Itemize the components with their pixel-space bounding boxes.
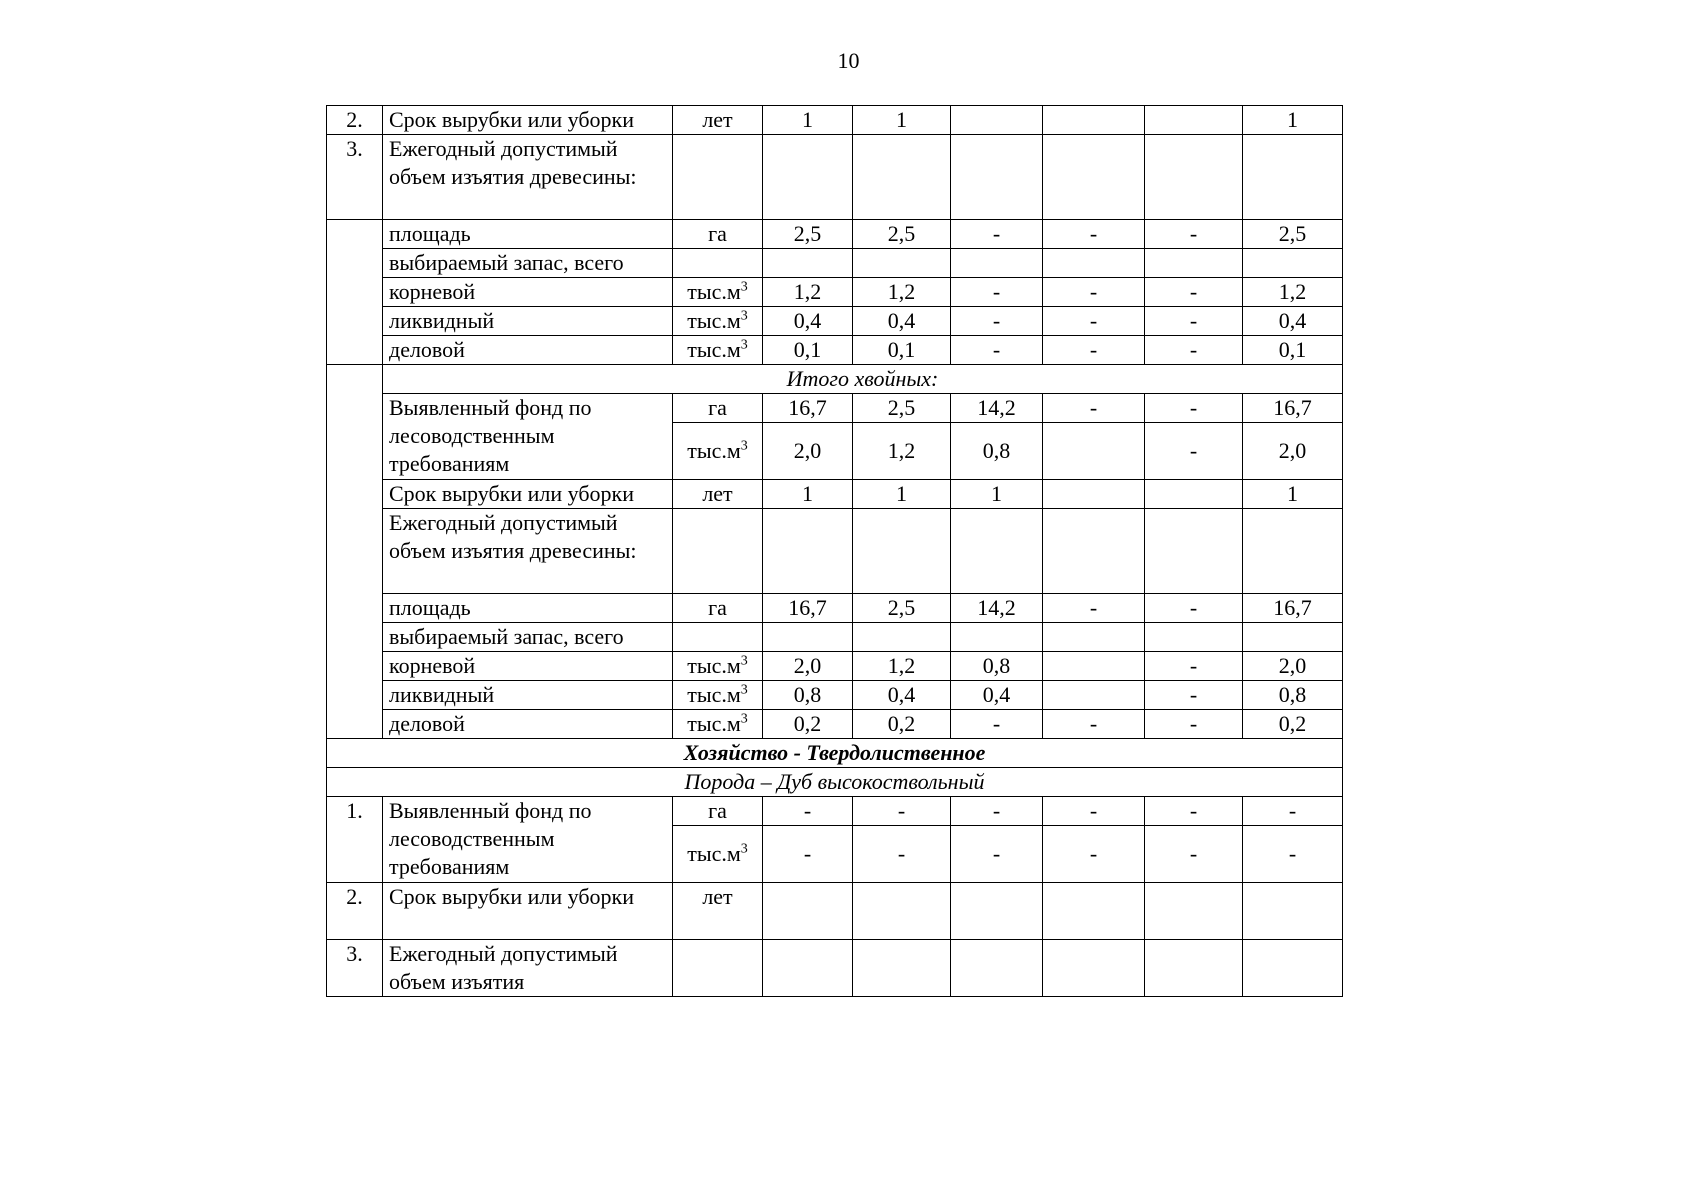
value-cell: 1 <box>951 480 1043 509</box>
unit-cell <box>673 940 763 997</box>
value-cell <box>1145 480 1243 509</box>
value-cell <box>1145 509 1243 594</box>
value-cell <box>951 135 1043 220</box>
species-header: Порода – Дуб высокоствольный <box>327 768 1343 797</box>
value-cell <box>1243 509 1343 594</box>
section-header: Хозяйство - Твердолиственное <box>327 739 1343 768</box>
value-cell: 2,5 <box>853 220 951 249</box>
unit-cell <box>673 509 763 594</box>
row-label: ликвидный <box>383 681 673 710</box>
value-cell: 2,0 <box>763 652 853 681</box>
value-cell: - <box>1145 423 1243 480</box>
row-label: Ежегодный допустимый объем изъятия <box>383 940 673 997</box>
value-cell: - <box>1145 307 1243 336</box>
table-row <box>327 940 1343 997</box>
value-cell: - <box>1145 220 1243 249</box>
value-cell: 1 <box>853 480 951 509</box>
table-row <box>327 220 1343 249</box>
row-number <box>327 220 383 365</box>
unit-cell: лет <box>673 106 763 135</box>
value-cell <box>1043 883 1145 940</box>
section-row <box>327 739 1343 768</box>
table-row <box>327 623 1343 652</box>
value-cell <box>763 509 853 594</box>
value-cell <box>853 623 951 652</box>
unit-cell: $тыс.м^3$ <box>673 423 763 480</box>
unit-superscript: 3 <box>740 653 748 669</box>
value-cell <box>1145 883 1243 940</box>
value-cell: 1 <box>853 106 951 135</box>
table-row <box>327 594 1343 623</box>
value-cell: - <box>951 797 1043 826</box>
value-cell: 0,8 <box>763 681 853 710</box>
value-cell <box>951 623 1043 652</box>
value-cell: 0,1 <box>763 336 853 365</box>
table-row <box>327 135 1343 220</box>
table-row <box>327 278 1343 307</box>
value-cell <box>1043 249 1145 278</box>
value-cell: - <box>1043 594 1145 623</box>
value-cell: 2,5 <box>853 594 951 623</box>
value-cell: 2,5 <box>1243 220 1343 249</box>
row-label: Ежегодный допустимый объем изъятия древесины: <box>383 509 673 594</box>
row-label: деловой <box>383 336 673 365</box>
value-cell: 1,2 <box>853 278 951 307</box>
value-cell: - <box>951 278 1043 307</box>
value-cell <box>1243 883 1343 940</box>
section-row <box>327 365 1343 394</box>
row-label: выбираемый запас, всего <box>383 249 673 278</box>
value-cell: 2,0 <box>1243 652 1343 681</box>
table-row <box>327 307 1343 336</box>
value-cell <box>951 106 1043 135</box>
value-cell: - <box>951 307 1043 336</box>
value-cell: - <box>1145 797 1243 826</box>
value-cell: - <box>1043 278 1145 307</box>
value-cell <box>1043 135 1145 220</box>
page-number: 10 <box>837 48 860 73</box>
value-cell <box>951 249 1043 278</box>
table-row <box>327 710 1343 739</box>
value-cell: 1,2 <box>853 423 951 480</box>
value-cell: 1 <box>763 480 853 509</box>
value-cell <box>853 940 951 997</box>
value-cell <box>853 509 951 594</box>
value-cell <box>763 623 853 652</box>
document-table-wrapper <box>326 105 1343 997</box>
table-row <box>327 652 1343 681</box>
table-row <box>327 681 1343 710</box>
value-cell: 1 <box>1243 480 1343 509</box>
value-cell: 0,1 <box>1243 336 1343 365</box>
forest-table <box>326 105 1343 997</box>
unit-cell: $тыс.м^3$ <box>673 336 763 365</box>
value-cell <box>763 940 853 997</box>
unit-cell: га <box>673 220 763 249</box>
row-label: площадь <box>383 220 673 249</box>
row-label: Срок вырубки или уборки <box>383 883 673 940</box>
value-cell: 14,2 <box>951 394 1043 423</box>
unit-cell: $тыс.м^3$ <box>673 278 763 307</box>
row-label: площадь <box>383 594 673 623</box>
unit-superscript: 3 <box>740 841 748 857</box>
value-cell <box>951 883 1043 940</box>
value-cell: - <box>951 220 1043 249</box>
value-cell: - <box>1145 826 1243 883</box>
value-cell: 2,0 <box>763 423 853 480</box>
value-cell: - <box>951 336 1043 365</box>
value-cell <box>1043 106 1145 135</box>
row-label: Ежегодный допустимый объем изъятия древесины: <box>383 135 673 220</box>
unit-superscript: 3 <box>740 682 748 698</box>
value-cell: 0,8 <box>951 423 1043 480</box>
value-cell <box>1043 940 1145 997</box>
row-number: 3. <box>327 940 383 997</box>
value-cell: 2,5 <box>763 220 853 249</box>
value-cell: - <box>1043 710 1145 739</box>
value-cell: - <box>1145 652 1243 681</box>
total-header: Итого хвойных: <box>383 365 1343 394</box>
unit-cell: лет <box>673 883 763 940</box>
row-label: деловой <box>383 710 673 739</box>
value-cell: 2,0 <box>1243 423 1343 480</box>
value-cell: - <box>951 826 1043 883</box>
table-row <box>327 106 1343 135</box>
value-cell <box>1043 509 1145 594</box>
value-cell <box>763 249 853 278</box>
value-cell: 1,2 <box>1243 278 1343 307</box>
value-cell <box>853 135 951 220</box>
value-cell <box>1243 135 1343 220</box>
unit-cell: лет <box>673 480 763 509</box>
table-row <box>327 336 1343 365</box>
value-cell <box>1145 249 1243 278</box>
value-cell: - <box>1145 278 1243 307</box>
value-cell: - <box>853 797 951 826</box>
value-cell <box>1043 623 1145 652</box>
value-cell: - <box>1145 710 1243 739</box>
unit-superscript: 3 <box>740 711 748 727</box>
value-cell: - <box>1243 826 1343 883</box>
value-cell: - <box>1145 594 1243 623</box>
value-cell <box>853 883 951 940</box>
table-row <box>327 480 1343 509</box>
value-cell: 14,2 <box>951 594 1043 623</box>
unit-superscript: 3 <box>740 279 748 295</box>
value-cell <box>1145 940 1243 997</box>
value-cell: 0,4 <box>951 681 1043 710</box>
row-label: Выявленный фонд по лесоводственным требованиям <box>383 394 673 480</box>
row-number: 2. <box>327 106 383 135</box>
unit-cell: $тыс.м^3$ <box>673 681 763 710</box>
value-cell <box>951 509 1043 594</box>
table-row <box>327 797 1343 826</box>
row-label: корневой <box>383 278 673 307</box>
unit-superscript: 3 <box>740 438 748 454</box>
value-cell <box>763 135 853 220</box>
unit-cell: га <box>673 594 763 623</box>
value-cell: - <box>1043 220 1145 249</box>
value-cell: - <box>763 797 853 826</box>
value-cell <box>853 249 951 278</box>
row-number <box>327 365 383 739</box>
value-cell <box>1145 623 1243 652</box>
value-cell <box>951 940 1043 997</box>
value-cell: 0,4 <box>1243 307 1343 336</box>
unit-cell: $тыс.м^3$ <box>673 710 763 739</box>
value-cell: 16,7 <box>763 394 853 423</box>
value-cell: - <box>1043 307 1145 336</box>
value-cell: - <box>1243 797 1343 826</box>
unit-cell <box>673 135 763 220</box>
value-cell: 1 <box>1243 106 1343 135</box>
value-cell: - <box>951 710 1043 739</box>
value-cell: 0,4 <box>853 307 951 336</box>
value-cell: 16,7 <box>763 594 853 623</box>
value-cell: - <box>1043 394 1145 423</box>
value-cell <box>1243 249 1343 278</box>
unit-cell <box>673 249 763 278</box>
row-label: Срок вырубки или уборки <box>383 480 673 509</box>
unit-cell: $тыс.м^3$ <box>673 652 763 681</box>
value-cell: 1 <box>763 106 853 135</box>
unit-superscript: 3 <box>740 337 748 353</box>
value-cell: - <box>1145 394 1243 423</box>
row-label: ликвидный <box>383 307 673 336</box>
value-cell <box>1043 480 1145 509</box>
value-cell: - <box>1145 336 1243 365</box>
value-cell: - <box>1043 797 1145 826</box>
row-number: 1. <box>327 797 383 883</box>
value-cell: 16,7 <box>1243 594 1343 623</box>
value-cell: 0,2 <box>1243 710 1343 739</box>
value-cell: - <box>1145 681 1243 710</box>
table-row <box>327 883 1343 940</box>
row-label: выбираемый запас, всего <box>383 623 673 652</box>
value-cell <box>1043 423 1145 480</box>
value-cell: 16,7 <box>1243 394 1343 423</box>
value-cell: - <box>1043 826 1145 883</box>
row-number: 3. <box>327 135 383 220</box>
table-row <box>327 394 1343 423</box>
unit-cell: га <box>673 394 763 423</box>
value-cell: - <box>853 826 951 883</box>
value-cell: 1,2 <box>853 652 951 681</box>
value-cell <box>763 883 853 940</box>
value-cell <box>1145 135 1243 220</box>
row-label: Срок вырубки или уборки <box>383 106 673 135</box>
value-cell: 0,4 <box>853 681 951 710</box>
row-label: Выявленный фонд по лесоводственным требованиям <box>383 797 673 883</box>
value-cell: 0,2 <box>853 710 951 739</box>
unit-cell <box>673 623 763 652</box>
value-cell: 0,4 <box>763 307 853 336</box>
value-cell: 2,5 <box>853 394 951 423</box>
unit-cell: га <box>673 797 763 826</box>
value-cell <box>1243 940 1343 997</box>
value-cell: - <box>1043 336 1145 365</box>
row-label: корневой <box>383 652 673 681</box>
section-row <box>327 768 1343 797</box>
row-number: 2. <box>327 883 383 940</box>
unit-cell: $тыс.м^3$ <box>673 826 763 883</box>
unit-superscript: 3 <box>740 308 748 324</box>
value-cell: 1,2 <box>763 278 853 307</box>
value-cell <box>1145 106 1243 135</box>
value-cell: - <box>763 826 853 883</box>
value-cell: 0,8 <box>951 652 1043 681</box>
value-cell <box>1043 681 1145 710</box>
value-cell <box>1043 652 1145 681</box>
value-cell: 0,1 <box>853 336 951 365</box>
table-row <box>327 509 1343 594</box>
value-cell: 0,2 <box>763 710 853 739</box>
table-row <box>327 249 1343 278</box>
value-cell: 0,8 <box>1243 681 1343 710</box>
unit-cell: $тыс.м^3$ <box>673 307 763 336</box>
value-cell <box>1243 623 1343 652</box>
